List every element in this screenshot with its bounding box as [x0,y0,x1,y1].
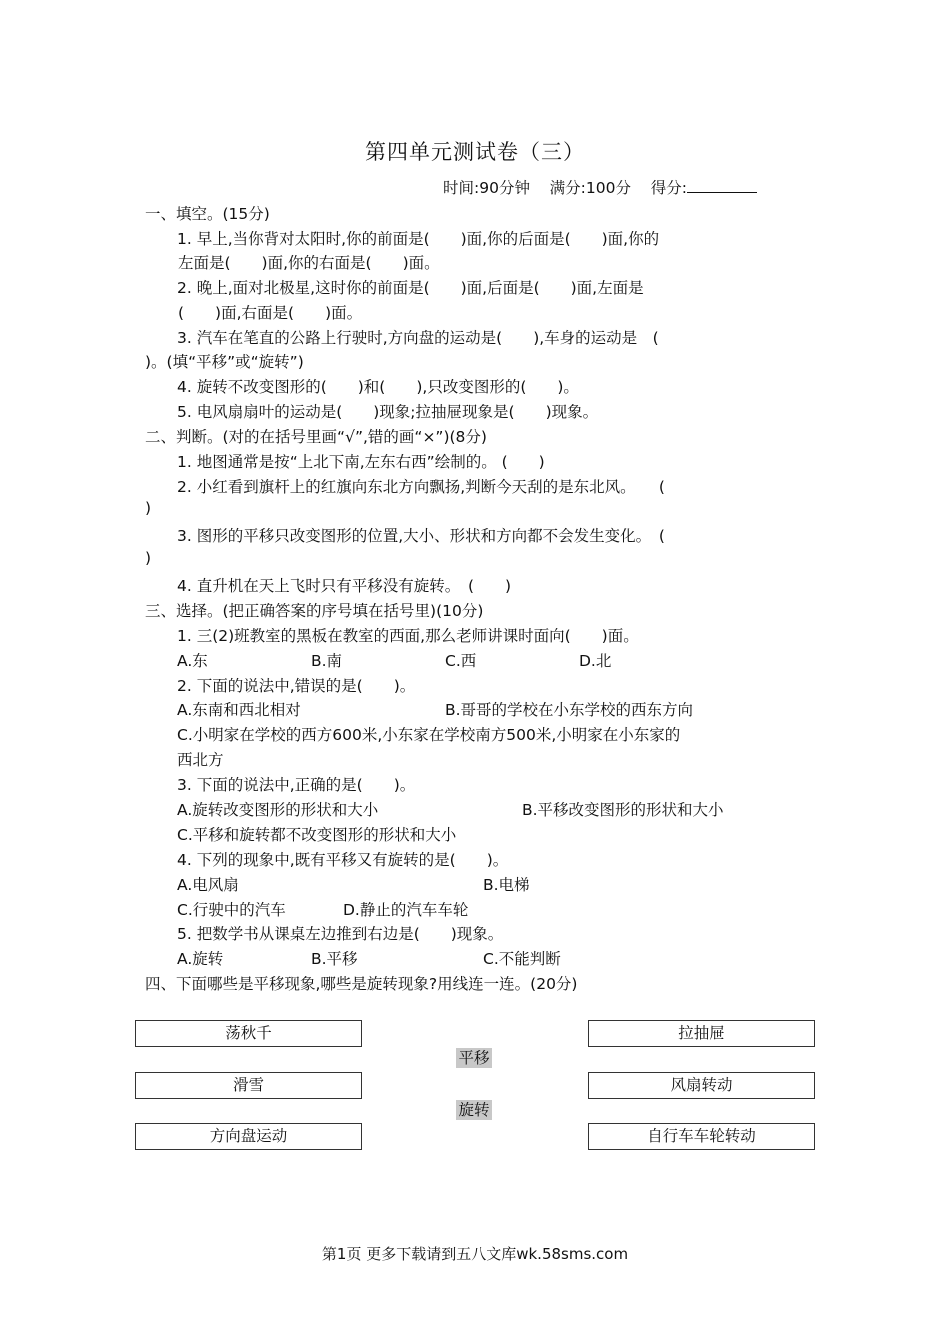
s3-q4: 4. 下列的现象中,既有平移又有旋转的是( )。 [177,851,509,869]
section-1-heading: 一、填空。(15分) [145,205,270,223]
s3-q5-option-a: A.旋转 [177,950,224,968]
s3-q3-option-c: C.平移和旋转都不改变图形的形状和大小 [177,826,457,844]
s3-q4-option-c: C.行驶中的汽车 [177,901,286,919]
s2-q2-line2: ) [145,499,152,517]
left-item-steering-wheel[interactable]: 方向盘运动 [135,1123,362,1150]
s1-q1-line1: 1. 早上,当你背对太阳时,你的前面是( )面,你的后面是( )面,你的 [177,230,660,248]
s3-q3-option-b: B.平移改变图形的形状和大小 [522,801,724,819]
s3-q2-option-c-line1: C.小明家在学校的西方600米,小东家在学校南方500米,小明家在小东家的 [177,726,681,744]
right-item-fan[interactable]: 风扇转动 [588,1072,815,1099]
s3-q4-option-a: A.电风扇 [177,876,239,894]
score-blank[interactable] [687,178,757,193]
exam-meta [443,176,757,198]
s1-q5: 5. 电风扇扇叶的运动是( )现象;拉抽屉现象是( )现象。 [177,403,599,421]
time-limit: 时间:90分钟 [443,179,530,197]
s2-q1: 1. 地图通常是按“上北下南,左东右西”绘制的。 ( ) [177,453,545,471]
s2-q3-line1: 3. 图形的平移只改变图形的位置,大小、形状和方向都不会发生变化。 ( [177,527,665,545]
section-4-heading: 四、下面哪些是平移现象,哪些是旋转现象?用线连一连。(20分) [145,975,578,993]
s2-q4: 4. 直升机在天上飞时只有平移没有旋转。 ( ) [177,577,512,595]
s3-q5: 5. 把数学书从课桌左边推到右边是( )现象。 [177,925,504,943]
s3-q2-option-a: A.东南和西北相对 [177,701,301,719]
section-3-heading: 三、选择。(把正确答案的序号填在括号里)(10分) [145,602,484,620]
s3-q5-option-c: C.不能判断 [483,950,561,968]
middle-rotation[interactable]: 旋转 [456,1100,492,1120]
s3-q2-option-b: B.哥哥的学校在小东学校的西东方向 [445,701,694,719]
s1-q3-line2: )。(填“平移”或“旋转”) [145,353,304,371]
s3-q1-option-b: B.南 [311,652,343,670]
s3-q1-option-d: D.北 [579,652,612,670]
s3-q2-option-c-line2: 西北方 [177,751,224,769]
s3-q1: 1. 三(2)班教室的黑板在教室的西面,那么老师讲课时面向( )面。 [177,627,639,645]
s3-q1-option-c: C.西 [445,652,477,670]
s3-q4-option-d: D.静止的汽车车轮 [343,901,469,919]
page-footer: 第1页 更多下载请到五八文库wk.58sms.com [321,1245,629,1263]
right-item-drawer[interactable]: 拉抽屉 [588,1020,815,1047]
score-label: 得分: [650,179,687,197]
s3-q3-option-a: A.旋转改变图形的形状和大小 [177,801,379,819]
s3-q1-option-a: A.东 [177,652,208,670]
s1-q3-line1: 3. 汽车在笔直的公路上行驶时,方向盘的运动是( ),车身的运动是 ( [177,329,659,347]
s2-q2-line1: 2. 小红看到旗杆上的红旗向东北方向飘扬,判断今天刮的是东北风。 ( [177,478,665,496]
s1-q4: 4. 旋转不改变图形的( )和( ),只改变图形的( )。 [177,378,579,396]
left-item-skiing[interactable]: 滑雪 [135,1072,362,1099]
s1-q1-line2: 左面是( )面,你的右面是( )面。 [178,254,440,272]
left-item-swing[interactable]: 荡秋千 [135,1020,362,1047]
s1-q2-line2: ( )面,右面是( )面。 [178,304,363,322]
s3-q2: 2. 下面的说法中,错误的是( )。 [177,677,416,695]
s3-q4-option-b: B.电梯 [483,876,530,894]
s1-q2-line1: 2. 晚上,面对北极星,这时你的前面是( )面,后面是( )面,左面是 [177,279,644,297]
page-title: 第四单元测试卷（三） [365,140,585,164]
s3-q5-option-b: B.平移 [311,950,358,968]
s3-q3: 3. 下面的说法中,正确的是( )。 [177,776,416,794]
full-score: 满分:100分 [549,179,631,197]
right-item-bike-wheel[interactable]: 自行车车轮转动 [588,1123,815,1150]
section-2-heading: 二、判断。(对的在括号里画“√”,错的画“×”)(8分) [145,428,487,446]
middle-translation[interactable]: 平移 [456,1048,492,1068]
s2-q3-line2: ) [145,549,152,567]
